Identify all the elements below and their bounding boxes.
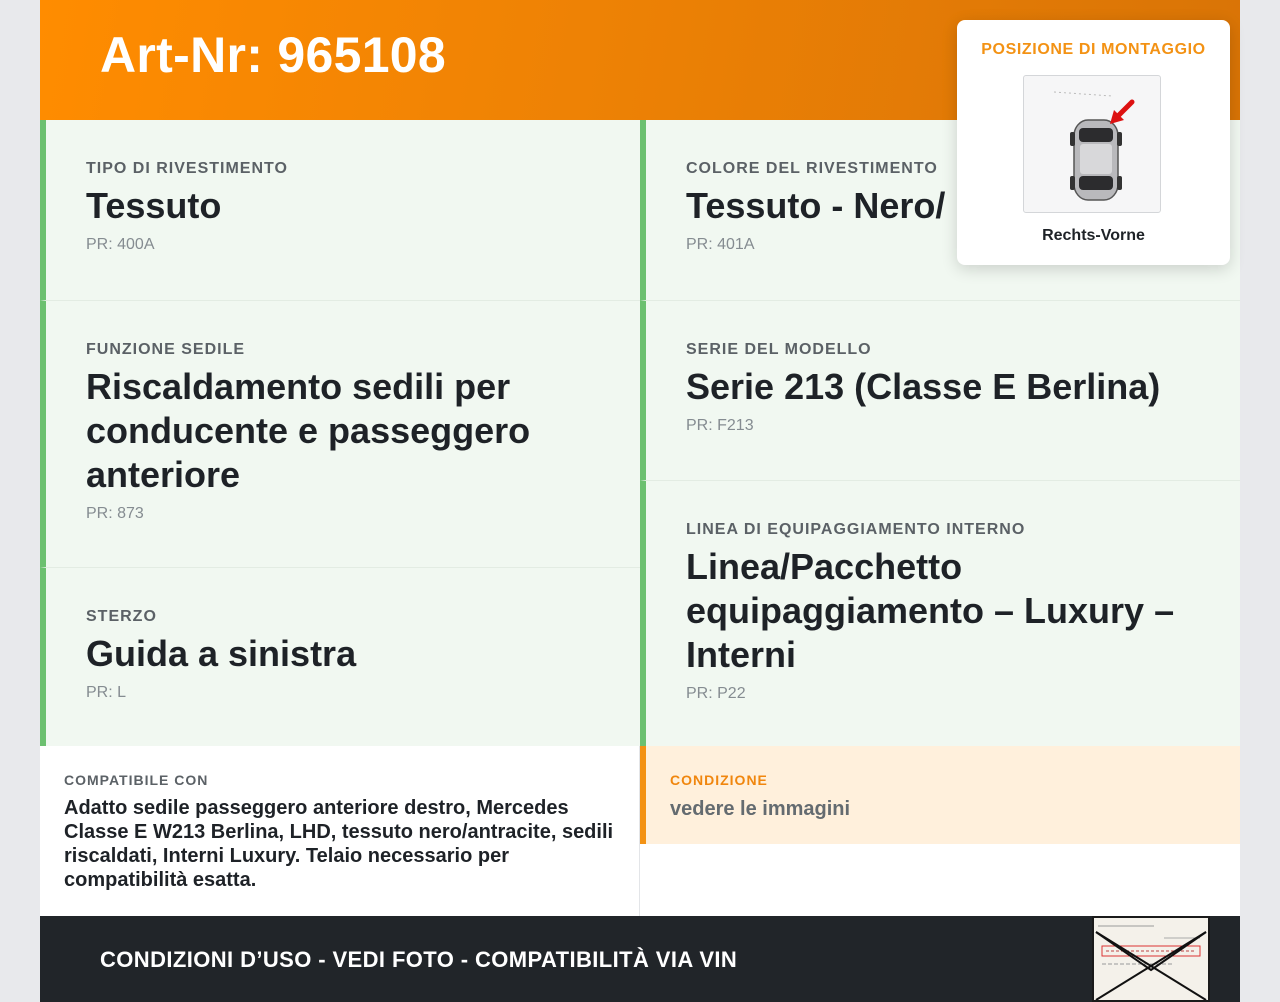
- field-pr-code: PR: 400A: [86, 236, 155, 253]
- field-label: SERIE DEL MODELLO: [686, 341, 872, 358]
- condition-text: vedere le immagini: [670, 798, 851, 820]
- field-pr-code: PR: L: [86, 684, 127, 701]
- red-arrow-icon: [1110, 102, 1132, 124]
- condition-box: [640, 746, 1240, 844]
- footer-text: CONDIZIONI D’USO - VEDI FOTO - COMPATIBILITÀ VIA VIN: [100, 947, 738, 972]
- field-linea-equipaggiamento: [640, 480, 1240, 746]
- field-pr-code: PR: F213: [686, 417, 754, 434]
- mounting-caption: Rechts-Vorne: [1042, 227, 1145, 244]
- field-value: Tessuto: [86, 185, 222, 226]
- field-label: STERZO: [86, 608, 157, 625]
- field-label: LINEA DI EQUIPAGGIAMENTO INTERNO: [686, 521, 1026, 538]
- mounting-title: POSIZIONE DI MONTAGGIO: [981, 41, 1206, 58]
- field-label: FUNZIONE SEDILE: [86, 341, 246, 358]
- field-value: Serie 213 (Classe E Berlina): [686, 366, 1161, 407]
- field-value: Linea/Pacchetto equipaggiamento – Luxury – Interni: [686, 546, 1175, 675]
- compatibility-label: COMPATIBILE CON: [64, 772, 209, 788]
- field-label: COLORE DEL RIVESTIMENTO: [686, 160, 938, 177]
- field-pr-code: PR: P22: [686, 685, 746, 702]
- compatibility-box: [40, 746, 640, 916]
- footer-bar: [40, 916, 1240, 1002]
- vehicle-document-icon: [1092, 916, 1210, 1002]
- field-pr-code: PR: 873: [86, 505, 144, 522]
- field-value: Riscaldamento sedili per conducente e passeggero anteriore: [86, 366, 531, 495]
- condition-label: CONDIZIONE: [670, 772, 768, 788]
- mounting-position-card: [957, 20, 1230, 265]
- mounting-image: [1023, 75, 1161, 213]
- field-pr-code: PR: 401A: [686, 236, 755, 253]
- field-sterzo: [40, 567, 640, 746]
- car-topview-icon: [1024, 76, 1160, 212]
- compatibility-text: Adatto sedile passeggero anteriore destro, Mercedes Classe E W213 Berlina, LHD, tessuto nero/antracite, sedili riscaldati, Interni Luxury. Telaio necessario per compatibilità esatta.: [64, 797, 614, 891]
- field-value: Tessuto - Nero/: [686, 185, 946, 226]
- field-value: Guida a sinistra: [86, 633, 357, 674]
- field-serie-modello: [640, 300, 1240, 480]
- article-number: Art-Nr: 965108: [100, 27, 447, 83]
- field-funzione-sedile: [40, 300, 640, 567]
- field-tipo-rivestimento: [40, 120, 640, 300]
- field-label: TIPO DI RIVESTIMENTO: [86, 160, 288, 177]
